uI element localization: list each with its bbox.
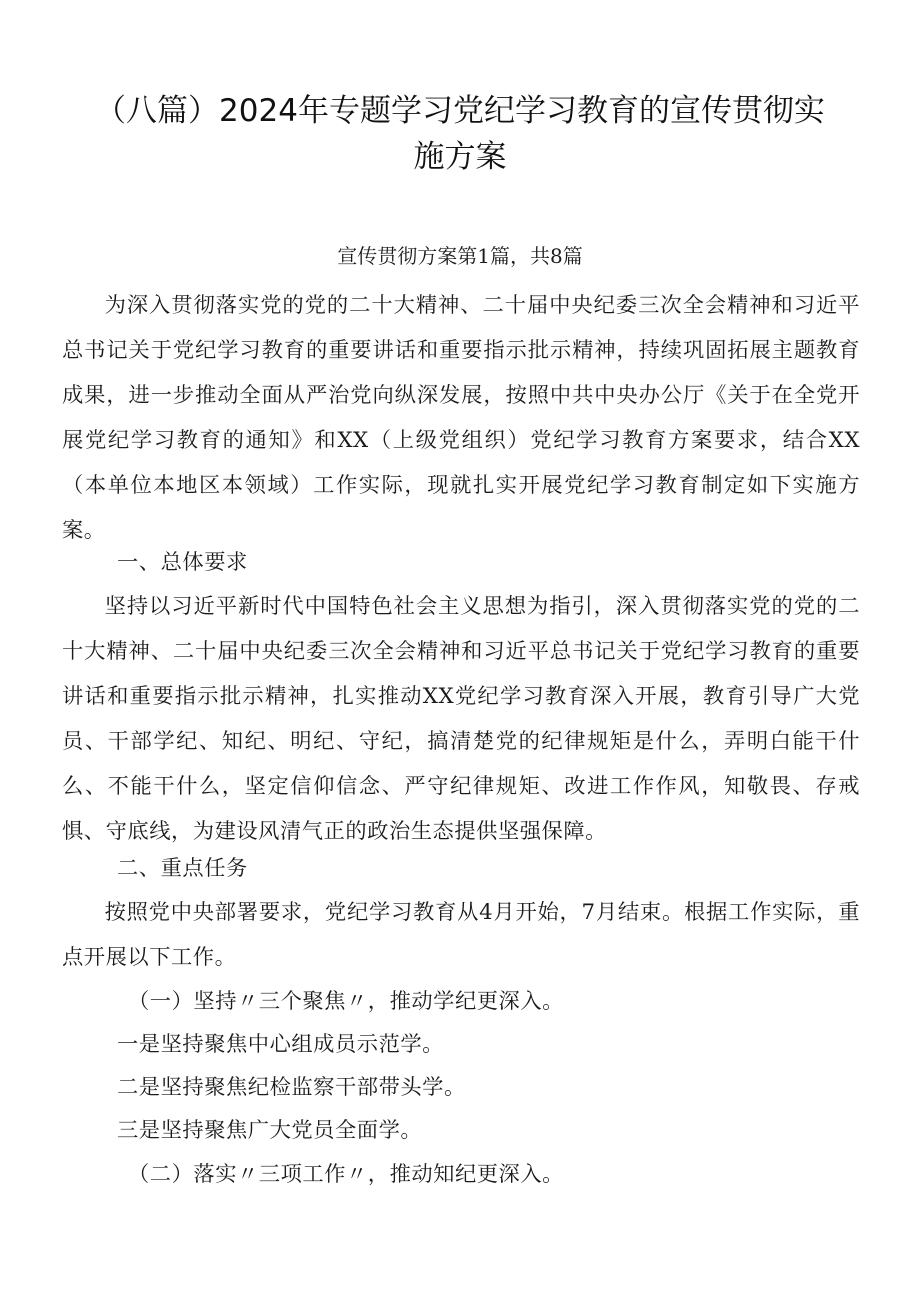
task-item-2-heading: （二）落实〃三项工作〃，推动知纪更深入。	[128, 1162, 564, 1187]
task-item-1-point-2: 二是坚持聚焦纪检监察干部带头学。	[117, 1075, 466, 1100]
key-tasks-paragraph: 按照党中央部署要求，党纪学习教育从4月开始，7月结束。根据工作实际，重点开展以下工作。	[62, 900, 860, 970]
task-item-1-point-1: 一是坚持聚焦中心组成员示范学。	[117, 1032, 444, 1057]
section-heading-overall-requirements: 一、总体要求	[117, 550, 248, 575]
document-title-line-2: 施方案	[413, 139, 507, 175]
task-item-1-heading: （一）坚持〃三个聚焦〃，推动学纪更深入。	[128, 989, 564, 1014]
document-title-line-1: （八篇）2024年专题学习党纪学习教育的宣传贯彻实	[95, 93, 825, 129]
document-subtitle: 宣传贯彻方案第1篇，共8篇	[337, 244, 583, 268]
intro-paragraph: 为深入贯彻落实党的党的二十大精神、二十届中央纪委三次全会精神和习近平总书记关于党纪学习教育的重要讲话和重要指示批示精神，持续巩固拓展主题教育成果，进一步推动全面从严治党向纵深发展，按照中共中央办公厅《关于在全党开展党纪学习教育的通知》和XX（上级党组织）党纪学习教育方案要求，结合XX（本单位本地区本领域）工作实际，现就扎实开展党纪学习教育制定如下实施方案。	[62, 293, 860, 543]
overall-requirements-paragraph: 坚持以习近平新时代中国特色社会主义思想为指引，深入贯彻落实党的党的二十大精神、二十届中央纪委三次全会精神和习近平总书记关于党纪学习教育的重要讲话和重要指示批示精神，扎实推动XX党纪学习教育深入开展，教育引导广大党员、干部学纪、知纪、明纪、守纪，搞清楚党的纪律规矩是什么，弄明白能干什么、不能干什么，坚定信仰信念、严守纪律规矩、改进工作作风，知敬畏、存戒惧、守底线，为建设风清气正的政治生态提供坚强保障。	[62, 594, 860, 844]
task-item-1-point-3: 三是坚持聚焦广大党员全面学。	[117, 1118, 423, 1143]
section-heading-key-tasks: 二、重点任务	[117, 856, 248, 881]
